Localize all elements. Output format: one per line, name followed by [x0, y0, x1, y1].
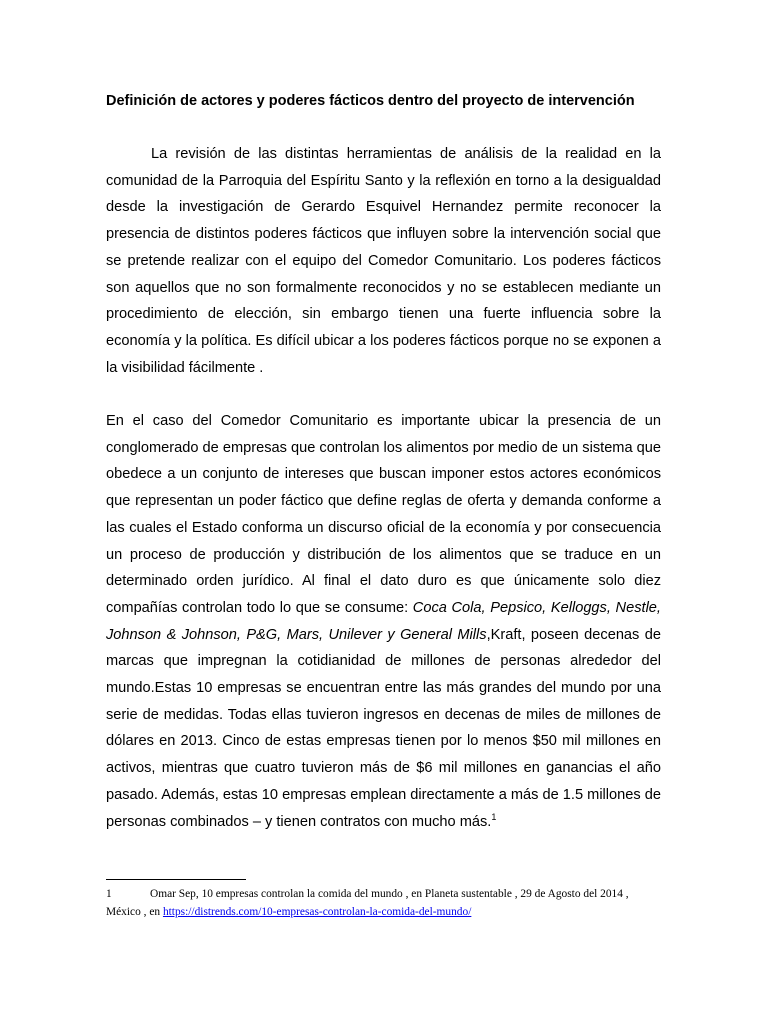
paragraph-2-text	[106, 408, 661, 835]
paragraph-companies	[106, 408, 661, 835]
footnote-text: Omar Sep, 10 empresas controlan la comida del mundo , en Planeta sustentable , 29 de Agosto del 2014 , México , en	[106, 888, 629, 918]
footnote-separator	[106, 879, 246, 880]
footnote-link[interactable]: https://distrends.com/10-empresas-controlan-la-comida-del-mundo/	[162, 906, 472, 918]
paragraph-intro	[106, 141, 661, 381]
footnote	[106, 885, 661, 921]
company-list: Coca Cola, Pepsico, Kelloggs, Nestle, Johnson & Johnson, P&G, Mars, Unilever y General Mills	[106, 599, 661, 643]
paragraph-2-part2: ,Kraft, poseen decenas de marcas que impregnan la cotidianidad de millones de personas alrededor del mundo.Estas 10 empresas se encuentran entre las más grandes del mundo por una serie de medidas. Todas ellas tuvieron ingresos en decenas de miles de millones de dólares en 2013. Cinco de estas empresas tienen por lo menos $50 mil millones en activos, mientras que cuatro tuvieron más de $6 mil millones en ganancias el año pasado. Además, estas 10 empresas emplean directamente a más de 1.5 millones de personas combinados – y tienen contratos con mucho más.	[106, 626, 661, 830]
paragraph-1-text: La revisión de las distintas herramientas de análisis de la realidad en la comunidad de la Parroquia del Espíritu Santo y la reflexión en torno a la desigualdad desde la investigación de Gerardo Esquivel Hernandez permite reconocer la presencia de distintos poderes fácticos que influyen sobre la intervención social que se pretende realizar con el equipo del Comedor Comunitario. Los poderes fácticos son aquellos que no son formalmente reconocidos y no se establecen mediante un procedimiento de elección, sin embargo tienen una fuerte influencia sobre la economía y la política. Es difícil ubicar a los poderes fácticos porque no se exponen a la visibilidad fácilmente .	[106, 146, 661, 376]
paragraph-2-part1: En el caso del Comedor Comunitario es importante ubicar la presencia de un conglomerado de empresas que controlan los alimentos por medio de un sistema que obedece a un conjunto de intereses que buscan imponer estos actores económicos que representan un poder fáctico que define reglas de oferta y demanda conforme a las cuales el Estado conforma un discurso oficial de la economía y por consecuencia un proceso de producción y distribución de los alimentos que se traduce en un determinado orden jurídico. Al final el dato duro es que únicamente solo diez compañías controlan todo lo que se consume:	[106, 413, 661, 616]
footnote-marker[interactable]: 1	[491, 811, 497, 822]
footnote-number: 1	[106, 888, 112, 900]
document-title: Definición de actores y poderes fácticos dentro del proyecto de intervención	[106, 93, 635, 109]
